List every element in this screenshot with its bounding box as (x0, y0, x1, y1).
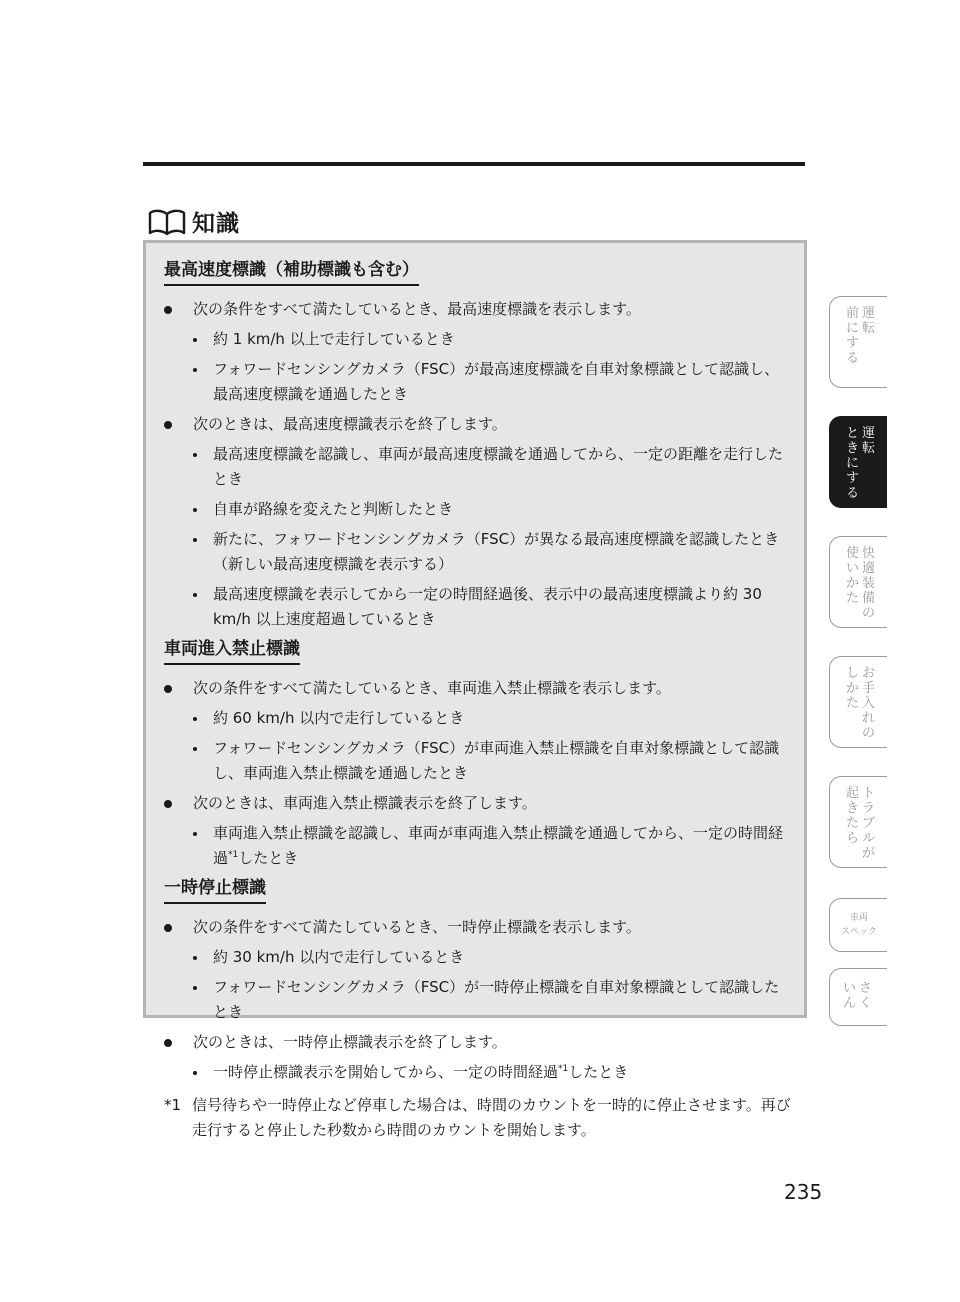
tab-label-column: さく (858, 981, 872, 1011)
tab-label (845, 666, 876, 741)
book-icon (148, 208, 186, 236)
section-title: 最高速度標識（補助標識も含む） (164, 258, 419, 286)
section (164, 637, 792, 871)
sub-text: 約 60 km/h 以内で走行しているとき (213, 709, 465, 727)
knowledge-box (143, 240, 807, 1139)
tab-label (845, 786, 876, 861)
bullet-item (164, 676, 792, 701)
sub-item (164, 527, 792, 577)
bullet-dot (164, 1039, 172, 1047)
tab-while-driving[interactable] (829, 416, 887, 508)
tab-index[interactable] (829, 968, 887, 1026)
sub-dot (193, 986, 197, 990)
tab-label-column: しかた (845, 666, 859, 711)
tab-comfort-features[interactable] (829, 536, 887, 628)
bullet-text: 次の条件をすべて満たしているとき、車両進入禁止標識を表示します。 (193, 679, 671, 697)
bullet-item (164, 1030, 792, 1055)
sub-dot (193, 593, 197, 597)
sub-dot (193, 338, 197, 342)
tab-label-column: 運転 (861, 426, 875, 456)
sub-item (164, 357, 792, 407)
sub-text: 約 1 km/h 以上で走行しているとき (213, 330, 455, 348)
footnote-mark: *1 (164, 1096, 182, 1114)
tab-label-column: 前にする (845, 306, 859, 366)
sub-text: フォワードセンシングカメラ（FSC）が最高速度標識を自車対象標識として認識し、最高速度標識を通過したとき (213, 360, 780, 403)
sub-item (164, 442, 792, 492)
sub-text: フォワードセンシングカメラ（FSC）が車両進入禁止標識を自車対象標識として認識し、車両進入禁止標識を通過したとき (213, 739, 780, 782)
tab-label (845, 546, 876, 621)
tab-label-column: 運転 (861, 306, 875, 336)
sub-text: フォワードセンシングカメラ（FSC）が一時停止標識を自車対象標識として認識したとき (213, 978, 780, 1021)
sub-dot (193, 832, 197, 836)
sub-item (164, 327, 792, 352)
bullet-dot (164, 685, 172, 693)
tab-label-column: ときにする (845, 426, 859, 501)
chapter-tabs (829, 0, 887, 1302)
tab-label-column: 使いかた (845, 546, 859, 606)
sub-text: 約 30 km/h 以内で走行しているとき (213, 948, 465, 966)
section (164, 258, 792, 632)
sub-item (164, 736, 792, 786)
sub-item (164, 821, 792, 871)
section (164, 876, 792, 1085)
bullet-item (164, 915, 792, 940)
bullet-text: 次のときは、最高速度標識表示を終了します。 (193, 415, 507, 433)
sub-item (164, 582, 792, 632)
sub-item (164, 706, 792, 731)
sub-dot (193, 1071, 197, 1075)
sub-text: 自車が路線を変えたと判断したとき (213, 500, 454, 518)
bullet-dot (164, 421, 172, 429)
sub-dot (193, 747, 197, 751)
knowledge-content (164, 258, 792, 1143)
knowledge-title: 知識 (192, 211, 240, 237)
footnote-ref: *1 (228, 850, 239, 860)
knowledge-header (148, 205, 240, 238)
sub-dot (193, 717, 197, 721)
sub-item (164, 1060, 792, 1085)
tab-label (842, 981, 873, 1011)
tab-label-line: スペック (840, 927, 877, 937)
bullet-dot (164, 924, 172, 932)
bullet-item (164, 412, 792, 437)
sub-text-tail: したとき (568, 1063, 629, 1081)
bullet-item (164, 297, 792, 322)
sub-text: 最高速度標識を認識し、車両が最高速度標識を通過してから、一定の距離を走行したとき (213, 445, 784, 488)
sub-dot (193, 538, 197, 542)
sub-text: 最高速度標識を表示してから一定の時間経過後、表示中の最高速度標識より約 30 km/h 以上速度超過しているとき (213, 585, 762, 628)
tab-specifications[interactable] (829, 898, 887, 952)
sub-text-tail: したとき (238, 849, 299, 867)
section-title: 車両進入禁止標識 (164, 637, 300, 665)
page-number: 235 (784, 1180, 823, 1204)
bullet-text: 次の条件をすべて満たしているとき、一時停止標識を表示します。 (193, 918, 641, 936)
bullet-dot (164, 306, 172, 314)
bullet-text: 次のときは、一時停止標識表示を終了します。 (193, 1033, 507, 1051)
header-rule (143, 162, 805, 166)
tab-label-column: トラブルが (861, 786, 875, 861)
tab-label-column: 起きたら (845, 786, 859, 846)
sub-dot (193, 508, 197, 512)
sub-text: 車両進入禁止標識を認識し、車両が車両進入禁止標識を通過してから、一定の時間経過 (213, 824, 784, 867)
bullet-text: 次のときは、車両進入禁止標識表示を終了します。 (193, 794, 537, 812)
sub-text: 新たに、フォワードセンシングカメラ（FSC）が異なる最高速度標識を認識したとき（新しい最高速度標識を表示する） (213, 530, 780, 573)
sub-item (164, 945, 792, 970)
footnote-ref: *1 (558, 1064, 569, 1074)
tab-label-column: 快適装備の (861, 546, 875, 621)
sub-dot (193, 368, 197, 372)
sub-item (164, 497, 792, 522)
bullet-text: 次の条件をすべて満たしているとき、最高速度標識を表示します。 (193, 300, 641, 318)
tab-maintenance[interactable] (829, 656, 887, 748)
sub-dot (193, 956, 197, 960)
sub-item (164, 975, 792, 1025)
sub-dot (193, 453, 197, 457)
footnote-text: 信号待ちや一時停止など停車した場合は、時間のカウントを一時的に停止させます。再び走行すると停止した秒数から時間のカウントを開始します。 (192, 1096, 791, 1139)
tab-label-column: お手入れの (861, 666, 875, 741)
bullet-item (164, 791, 792, 816)
bullet-dot (164, 800, 172, 808)
sub-text: 一時停止標識表示を開始してから、一定の時間経過 (213, 1063, 559, 1081)
tab-label-line: 車両 (849, 913, 868, 923)
tab-label (845, 426, 876, 501)
tab-label (845, 306, 876, 366)
tab-label-column: いん (842, 981, 856, 1011)
tab-before-driving[interactable] (829, 296, 887, 388)
tab-troubleshooting[interactable] (829, 776, 887, 868)
footnote (164, 1093, 792, 1143)
section-title: 一時停止標識 (164, 876, 266, 904)
